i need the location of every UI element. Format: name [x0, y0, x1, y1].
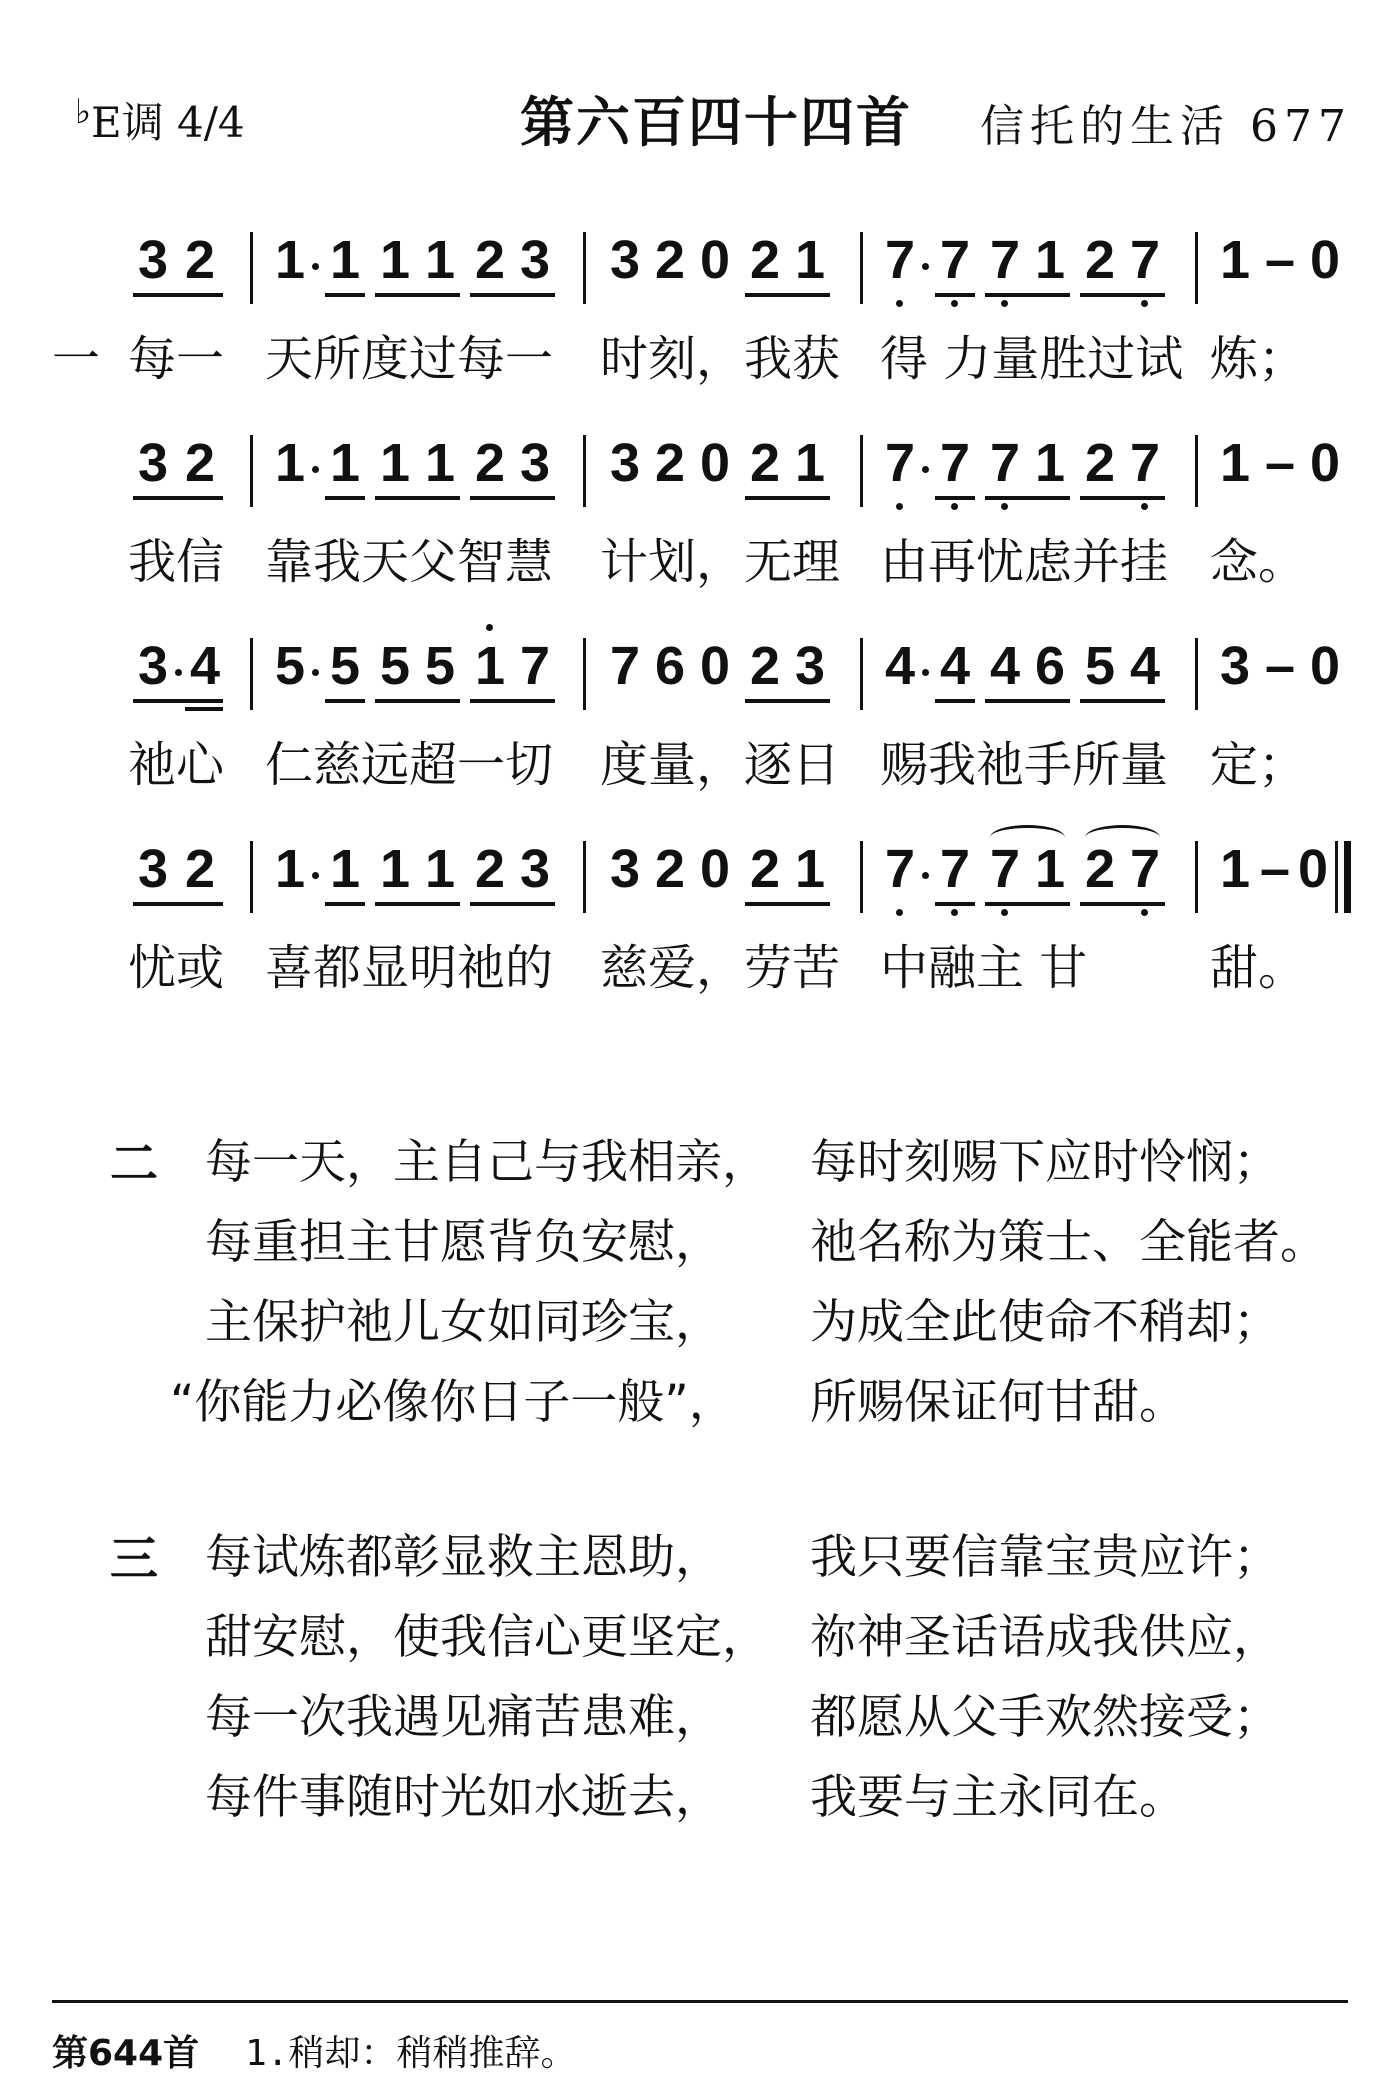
note: 1 — [1034, 230, 1066, 290]
footnote — [52, 2025, 577, 2076]
barline — [860, 232, 863, 304]
beam — [325, 902, 365, 906]
verse-line: 每时刻赐下应时怜悯； — [810, 1135, 1280, 1190]
beam — [375, 699, 460, 703]
barline — [250, 841, 253, 913]
note: 7 — [884, 230, 916, 290]
music-score — [0, 220, 1400, 1032]
note: 7 — [884, 839, 916, 899]
beam — [1080, 496, 1165, 500]
score-line-4: 3 2 1 1 1 1 2 3 3 2 0 2 1 7 7 7 1 2 7 1 – 0 忧或 喜都显明祂的 慈爱，劳苦 中融主 甘 甜。 — [0, 829, 1400, 1032]
footnote-text: 1.稍却：稍稍推辞。 — [245, 2033, 577, 2074]
note: 2 — [474, 839, 506, 899]
beam — [325, 699, 365, 703]
note: 1 — [329, 433, 361, 493]
notation-line-4 — [0, 829, 1400, 919]
beam — [325, 293, 365, 297]
note: 1 — [379, 433, 411, 493]
note: 7 — [939, 433, 971, 493]
note: 7 — [1129, 839, 1161, 899]
note: 0 — [699, 433, 731, 493]
verse-line: 所赐保证何甘甜。 — [810, 1375, 1186, 1430]
note: 7 — [989, 230, 1021, 290]
hymn-header — [0, 80, 1400, 160]
barline — [860, 841, 863, 913]
beam — [470, 699, 555, 703]
low-dot — [951, 300, 958, 307]
low-dot — [951, 503, 958, 510]
note: 5 — [424, 636, 456, 696]
note: 7 — [519, 636, 551, 696]
note: 1 — [274, 433, 306, 493]
note: 5 — [329, 636, 361, 696]
dot — [922, 466, 929, 473]
low-dot — [1141, 300, 1148, 307]
note: 3 — [137, 433, 169, 493]
final-barline-thick — [1344, 841, 1351, 913]
dash: – — [1260, 839, 1291, 899]
dash: – — [1265, 636, 1296, 696]
note: 1 — [1219, 839, 1251, 899]
low-dot — [951, 909, 958, 916]
score-line-1: 3 2 1 1 1 1 2 3 3 2 0 2 1 7 7 7 1 2 7 1 – 0 一 每一 天所度过每一 时刻，我获 得 力量胜过试 炼； — [0, 220, 1400, 423]
note: 5 — [379, 636, 411, 696]
note: 3 — [137, 839, 169, 899]
note: 7 — [1129, 230, 1161, 290]
note: 1 — [274, 230, 306, 290]
low-dot — [1001, 909, 1008, 916]
verse-line: 每一次我遇见痛苦患难， — [205, 1690, 722, 1745]
note: 2 — [654, 433, 686, 493]
note: 4 — [1129, 636, 1161, 696]
barline — [583, 841, 586, 913]
note: 2 — [1084, 839, 1116, 899]
barline — [583, 232, 586, 304]
beam — [935, 293, 975, 297]
dash: – — [1265, 230, 1296, 290]
beam — [375, 496, 460, 500]
verse-line: 主保护祂儿女如同珍宝， — [205, 1295, 722, 1350]
note: 2 — [1084, 433, 1116, 493]
verse-line: 我要与主永同在。 — [810, 1770, 1186, 1825]
note: 3 — [794, 636, 826, 696]
beam — [985, 699, 1070, 703]
beam — [133, 902, 223, 906]
note: 2 — [749, 839, 781, 899]
dot — [922, 263, 929, 270]
beam — [985, 496, 1070, 500]
verse-line: “你能力必像你日子一般”， — [170, 1375, 736, 1430]
beam — [470, 496, 555, 500]
note: 3 — [519, 839, 551, 899]
note: 1 — [379, 839, 411, 899]
notation-line-2 — [0, 423, 1400, 513]
note: 2 — [184, 839, 216, 899]
barline — [250, 638, 253, 710]
note: 2 — [184, 230, 216, 290]
low-dot — [896, 300, 903, 307]
low-dot — [896, 503, 903, 510]
beam — [935, 496, 975, 500]
dot — [312, 466, 319, 473]
note: 3 — [137, 636, 169, 696]
beam — [745, 699, 830, 703]
note: 1 — [794, 230, 826, 290]
beam — [133, 699, 223, 703]
verses-section — [0, 1125, 1400, 1915]
note: 0 — [699, 230, 731, 290]
low-dot — [1141, 909, 1148, 916]
note: 7 — [989, 839, 1021, 899]
low-dot — [1001, 503, 1008, 510]
verse-line: 甜安慰，使我信心更坚定， — [205, 1610, 769, 1665]
dash: – — [1265, 433, 1296, 493]
beam — [745, 496, 830, 500]
note: 3 — [519, 230, 551, 290]
note: 5 — [1084, 636, 1116, 696]
beam — [745, 293, 830, 297]
note: 1 — [424, 230, 456, 290]
note: 7 — [884, 433, 916, 493]
dot — [312, 263, 319, 270]
beam — [1080, 293, 1165, 297]
score-line-2: 3 2 1 1 1 1 2 3 3 2 0 2 1 7 7 7 1 2 7 1 – 0 我信 靠我天父智慧 计划，无理 由再忧虑并挂 念。 — [0, 423, 1400, 626]
verse-number: 二 — [110, 1136, 159, 1192]
note: 0 — [699, 839, 731, 899]
note: 3 — [1219, 636, 1251, 696]
note: 0 — [1297, 839, 1329, 899]
note: 1 — [424, 839, 456, 899]
barline — [250, 232, 253, 304]
dot — [922, 669, 929, 676]
note: 5 — [274, 636, 306, 696]
verse-3 — [0, 1520, 1400, 1915]
verse-line: 祢神圣话语成我供应， — [810, 1610, 1280, 1665]
verse-number: 三 — [110, 1531, 159, 1587]
beam — [935, 902, 975, 906]
low-dot — [1141, 503, 1148, 510]
barline — [860, 638, 863, 710]
note: 4 — [989, 636, 1021, 696]
score-line-3: 3 4 5 5 5 5 1 7 7 6 0 2 3 4 4 4 6 5 4 3 – 0 祂心 仁慈远超一切 度量，逐日 赐我祂手所量 定； — [0, 626, 1400, 829]
beam — [935, 699, 975, 703]
note: 1 — [794, 433, 826, 493]
beam — [1080, 902, 1165, 906]
note: 4 — [884, 636, 916, 696]
note: 4 — [939, 636, 971, 696]
note: 1 — [1219, 230, 1251, 290]
note: 7 — [939, 230, 971, 290]
beam — [325, 496, 365, 500]
barline — [860, 435, 863, 507]
key-signature: ♭E调 4/4 — [75, 92, 245, 147]
beam — [745, 902, 830, 906]
note: 2 — [474, 230, 506, 290]
beam — [470, 902, 555, 906]
verse-line: 为成全此使命不稍却； — [810, 1295, 1280, 1350]
notation-line-3 — [0, 626, 1400, 716]
footer-divider — [52, 2000, 1348, 2003]
note: 7 — [609, 636, 641, 696]
note: 7 — [939, 839, 971, 899]
barline — [1195, 232, 1198, 304]
note: 2 — [184, 433, 216, 493]
note: 2 — [749, 636, 781, 696]
dot — [312, 669, 319, 676]
note: 1 — [1034, 839, 1066, 899]
note: 1 — [1219, 433, 1251, 493]
barline — [1195, 435, 1198, 507]
dot — [922, 872, 929, 879]
verse-line: 每重担主甘愿背负安慰， — [205, 1215, 722, 1270]
note: 0 — [1309, 230, 1341, 290]
verse-line: 每一天，主自己与我相亲， — [205, 1135, 769, 1190]
note: 7 — [1129, 433, 1161, 493]
barline — [583, 638, 586, 710]
note: 0 — [1309, 636, 1341, 696]
verse-2 — [0, 1125, 1400, 1520]
low-dot — [896, 909, 903, 916]
beam — [375, 293, 460, 297]
verse-line: 每件事随时光如水逝去， — [205, 1770, 722, 1825]
note: 1 — [1034, 433, 1066, 493]
note: 2 — [654, 839, 686, 899]
low-dot — [1001, 300, 1008, 307]
verse-line: 我只要信靠宝贵应许； — [810, 1530, 1280, 1585]
note: 2 — [474, 433, 506, 493]
barline — [1195, 841, 1198, 913]
beam — [470, 293, 555, 297]
note: 3 — [609, 839, 641, 899]
note: 2 — [749, 230, 781, 290]
note: 3 — [519, 433, 551, 493]
beam — [375, 902, 460, 906]
beam — [985, 902, 1070, 906]
note: 1 — [329, 230, 361, 290]
note: 1 — [274, 839, 306, 899]
note: 0 — [1309, 433, 1341, 493]
final-barline-thin — [1335, 841, 1338, 913]
note: 2 — [654, 230, 686, 290]
note: 2 — [1084, 230, 1116, 290]
beam — [985, 293, 1070, 297]
note: 2 — [749, 433, 781, 493]
barline — [1195, 638, 1198, 710]
note: 3 — [609, 230, 641, 290]
barline — [583, 435, 586, 507]
note: 4 — [189, 636, 221, 696]
note: 1 — [474, 636, 506, 696]
beam — [133, 293, 223, 297]
note: 6 — [654, 636, 686, 696]
note: 1 — [329, 839, 361, 899]
beam — [1080, 699, 1165, 703]
barline — [250, 435, 253, 507]
verse-line: 祂名称为策士、全能者。 — [810, 1215, 1327, 1270]
note: 1 — [379, 230, 411, 290]
verse-line: 都愿从父手欢然接受； — [810, 1690, 1280, 1745]
note: 1 — [794, 839, 826, 899]
note: 0 — [699, 636, 731, 696]
note: 6 — [1034, 636, 1066, 696]
note: 7 — [989, 433, 1021, 493]
note: 3 — [609, 433, 641, 493]
high-dot — [486, 624, 493, 631]
hymn-category: 信托的生活 677 — [980, 101, 1352, 152]
beam — [133, 496, 223, 500]
footnote-label: 第644首 — [52, 2033, 200, 2074]
notation-line-1 — [0, 220, 1400, 310]
beam-2 — [185, 707, 223, 711]
verse-line: 每试炼都彰显救主恩助， — [205, 1530, 722, 1585]
hymn-title: 第六百四十四首 — [520, 91, 912, 154]
note: 1 — [424, 433, 456, 493]
dot — [312, 872, 319, 879]
dot — [175, 669, 182, 676]
note: 3 — [137, 230, 169, 290]
